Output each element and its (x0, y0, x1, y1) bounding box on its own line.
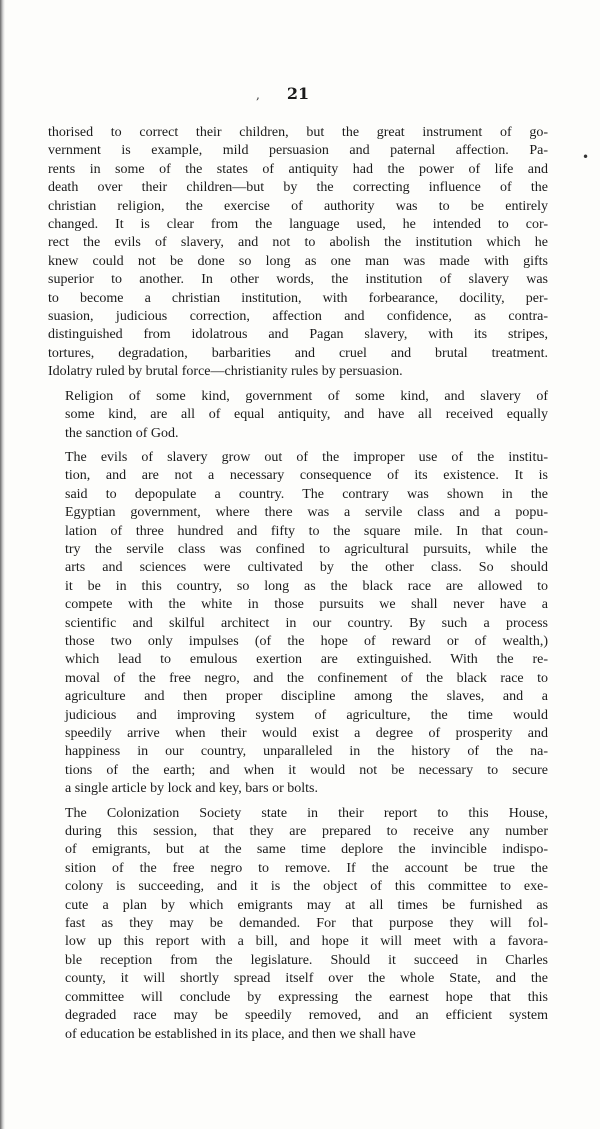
text-line: arts and sciences were cultivated by the other class. So should (65, 560, 548, 576)
text-line: said to depopulate a country. The contrary was shown in the (65, 486, 548, 502)
text-line: it be in this country, so long as the black race are allowed to (65, 578, 548, 594)
text-line: committee will conclude by expressing the earnest hope that this (65, 989, 548, 1005)
text-line: tions of the earth; and when it would not be necessary to secure (65, 762, 548, 778)
text-line: knew could not be done so long as one man was made with gifts (48, 253, 548, 269)
text-line: changed. It is clear from the language used, he intended to cor- (48, 217, 548, 233)
text-line: a single article by lock and key, bars or bolts. (65, 781, 318, 797)
text-line: happiness in our country, unparalleled in the history of the na- (65, 744, 548, 760)
text-line: those two only impulses (of the hope of reward or of wealth,) (65, 633, 548, 649)
text-line: during this session, that they are prepared to receive any number (65, 824, 548, 840)
body-text (48, 124, 548, 1050)
text-line: colony is succeeding, and it is the object of this committee to exe- (65, 879, 548, 895)
ink-speck: • (582, 150, 590, 164)
text-line: ble reception from the legislature. Should it succeed in Charles (65, 952, 548, 968)
text-line: sition of the free negro to remove. If the account be true the (65, 860, 548, 876)
paragraph (48, 449, 548, 799)
text-line: Religion of some kind, government of some kind, and slavery of (65, 388, 548, 404)
text-line: the sanction of God. (65, 425, 179, 441)
text-line: to become a christian institution, with forbearance, docility, per- (48, 290, 548, 306)
text-line: agriculture and then proper discipline among the slaves, and a (65, 689, 548, 705)
text-line: lation of three hundred and fifty to the square mile. In that coun- (65, 523, 548, 539)
text-line: low up this report with a bill, and hope it will meet with a favora- (65, 934, 548, 950)
text-line: rents in some of the states of antiquity had the power of life and (48, 161, 548, 177)
text-line: of emigrants, but at the same time deplore the invincible indispo- (65, 842, 548, 858)
page-binding-edge (0, 0, 5, 1129)
text-line: scientific and skilful architect in our country. By such a process (65, 615, 548, 631)
ink-mark: , (256, 88, 260, 102)
text-line: tion, and are not a necessary consequence of its existence. It is (65, 468, 548, 484)
page-number: 21 (286, 84, 310, 103)
text-line: try the servile class was confined to agricultural pursuits, while the (65, 541, 548, 557)
text-line: speedily arrive when their would exist a degree of prosperity and (65, 726, 548, 741)
text-line: Egyptian government, where there was a servile class and a popu- (65, 505, 548, 521)
text-line: The Colonization Society state in their report to this House, (65, 805, 548, 821)
text-line: distinguished from idolatrous and Pagan slavery, with its stripes, (48, 327, 548, 343)
paragraph (48, 805, 548, 1044)
text-line: county, it will shortly spread itself over the whole State, and the (65, 971, 548, 987)
text-line: some kind, are all of equal antiquity, and have all received equally (65, 407, 548, 423)
text-line: christian religion, the exercise of authority was to be entirely (48, 198, 548, 214)
text-line: superior to another. In other words, the institution of slavery was (48, 272, 548, 288)
text-line: cute a plan by which emigrants may at all times be furnished as (65, 897, 548, 913)
text-line: moval of the free negro, and the confinement of the black race to (65, 670, 548, 686)
paragraph (48, 124, 548, 382)
text-line: vernment is example, mild persuasion and paternal affection. Pa- (48, 143, 548, 159)
text-line: thorised to correct their children, but the great instrument of go- (48, 125, 548, 140)
paragraph (48, 388, 548, 443)
text-line: fast as they may be demanded. For that purpose they will fol- (65, 916, 548, 932)
text-line: which lead to emulous exertion are extinguished. With the re- (65, 652, 548, 668)
text-line: The evils of slavery grow out of the improper use of the institu- (65, 449, 548, 465)
text-line: suasion, judicious correction, affection and confidence, as contra- (48, 309, 548, 325)
text-line: judicious and improving system of agriculture, the time would (65, 707, 548, 723)
text-line: tortures, degradation, barbarities and cruel and brutal treatment. (48, 345, 548, 361)
text-line: compete with the white in those pursuits we shall never have a (65, 597, 548, 613)
text-line: of education be established in its place, and then we shall have (65, 1026, 416, 1042)
text-line: death over their children—but by the correcting influence of the (48, 180, 548, 196)
text-line: degraded race may be speedily removed, and an efficient system (65, 1008, 548, 1024)
text-line: rect the evils of slavery, and not to abolish the institution which he (48, 235, 548, 251)
text-line: Idolatry ruled by brutal force—christianity rules by persuasion. (48, 364, 403, 380)
